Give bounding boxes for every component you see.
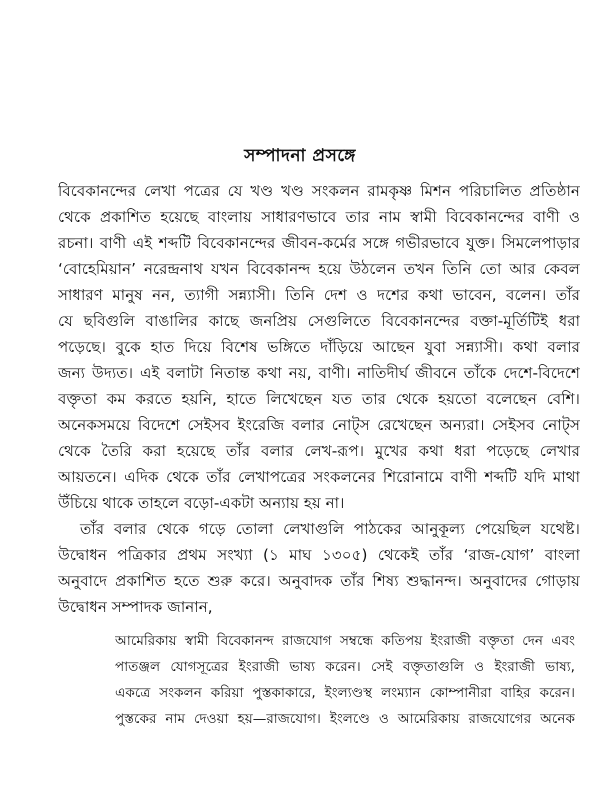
quote-line: একত্রে সংকলন করিয়া পুস্তকাকারে, ইংল্যণ্ডস্থ লংম্যান কোম্পানীরা বাহির করেন।: [115, 685, 575, 701]
quote-line: আমেরিকায় স্বামী বিবেকানন্দ রাজযোগ সম্বন্ধে কতিপয় ইংরাজী বক্তৃতা দেন এবং: [115, 633, 575, 649]
paragraph-1-line: থেকে প্রকাশিত হয়েছে বাংলায় সাধারণভাবে তার নাম স্বামী বিবেকানন্দের বাণী ও: [58, 208, 580, 226]
paragraph-2-line: অনুবাদে প্রকাশিত হতে শুরু করে। অনুবাদক তাঁর শিষ্য শুদ্ধানন্দ। অনুবাদের গোড়ায়: [58, 572, 580, 590]
block-quote: [115, 628, 575, 732]
page-title: সম্পাদনা প্রসঙ্গে: [244, 146, 356, 166]
paragraph-2-line: উদ্বোধন পত্রিকার প্রথম সংখ্যা (১ মাঘ ১৩০৫) থেকেই তাঁর ‘রাজ-যোগ’ বাংলা: [58, 546, 580, 564]
paragraph-1-line: যে ছবিগুলি বাঙালির কাছে জনপ্রিয় সেগুলিতে বিবেকানন্দের বক্তা-মূর্তিটিই ধরা: [58, 312, 580, 330]
paragraph-2-line: তাঁর বলার থেকে গড়ে তোলা লেখাগুলি পাঠকের আনুকূল্য পেয়েছিল যথেষ্ট।: [80, 520, 580, 538]
paragraph-1-line: থেকে তৈরি করা হয়েছে তাঁর বলার লেখ-রূপ। মুখের কথা ধরা পড়েছে লেখার: [58, 442, 580, 460]
paragraph-1-line: বক্তৃতা কম করতে হয়নি, হাতে লিখেছেন যত তার থেকে হয়তো বলেছেন বেশি।: [58, 390, 580, 408]
quote-line: পাতঞ্জল যোগসূত্রের ইংরাজী ভাষ্য করেন। সেই বক্তৃতাগুলি ও ইংরাজী ভাষ্য,: [115, 659, 575, 675]
paragraph-2-line: উদ্বোধন সম্পাদক জানান,: [58, 598, 213, 616]
main-text: [58, 178, 580, 620]
paragraph-1-line: জন্য উদ্যত। এই বলাটা নিতান্ত কথা নয়, বাণী। নাতিদীর্ঘ জীবনে তাঁকে দেশে-বিদেশে: [58, 364, 580, 382]
paragraph-1-line: রচনা। বাণী এই শব্দটি বিবেকানন্দের জীবন-কর্মের সঙ্গে গভীরভাবে যুক্ত। সিমলেপাড়ার: [58, 234, 580, 252]
paragraph-1-line: আয়তনে। এদিক থেকে তাঁর লেখাপত্রের সংকলনের শিরোনামে বাণী শব্দটি যদি মাথা: [58, 468, 580, 486]
quote-line: পুস্তকের নাম দেওয়া হয়—রাজযোগ। ইংলণ্ডে ও আমেরিকায় রাজযোগের অনেক: [115, 711, 575, 727]
paragraph-1-line: ‘বোহেমিয়ান’ নরেন্দ্রনাথ যখন বিবেকানন্দ হয়ে উঠলেন তখন তিনি তো আর কেবল: [58, 260, 580, 278]
paragraph-1-line: অনেকসময়ে বিদেশে সেইসব ইংরেজি বলার নোট্‌স রেখেছেন অন্যরা। সেইসব নোট্‌স: [58, 416, 580, 434]
paragraph-1-line: সাধারণ মানুষ নন, ত্যাগী সন্ন্যাসী। তিনি দেশ ও দশের কথা ভাবেন, বলেন। তাঁর: [58, 286, 580, 304]
paragraph-1-line: বিবেকানন্দের লেখা পত্রের যে খণ্ড খণ্ড সংকলন রামকৃষ্ণ মিশন পরিচালিত প্রতিষ্ঠান: [58, 182, 580, 200]
paragraph-1-line: পড়েছে। বুকে হাত দিয়ে বিশেষ ভঙ্গিতে দাঁড়িয়ে আছেন যুবা সন্ন্যাসী। কথা বলার: [58, 338, 580, 356]
paragraph-1-line: উঁচিয়ে থাকে তাহলে বড়ো-একটা অন্যায় হয় না।: [58, 494, 345, 512]
